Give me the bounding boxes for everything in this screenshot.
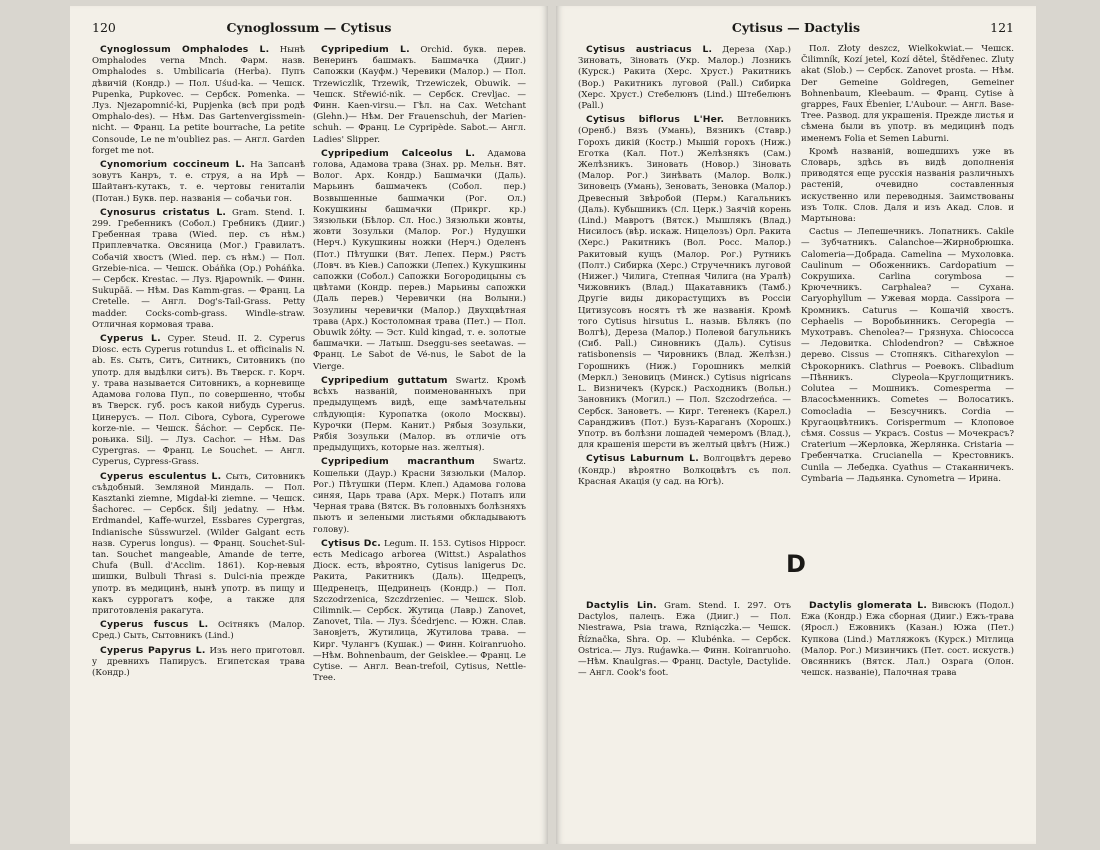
column (92, 44, 305, 686)
column (313, 44, 526, 686)
column (578, 44, 791, 490)
entry-headword: Cyperus L. (100, 333, 161, 345)
dictionary-entry (313, 375, 526, 454)
dictionary-entry (801, 44, 1014, 145)
entry-text: Кромѣ названій, вошедшихъ уже въ Словарь, здѣсь въ видѣ дополненія приводятся еще русскія названія различныхъ растеній, очевидно составленныя искуственно или переводныя. Заимствованы изъ Толк. Слов. Даля и изъ Акад. Слов. и Мартынова: (801, 146, 1014, 225)
entry-headword: Cypripedium Calceolus L. (321, 147, 476, 159)
entry-headword: Cytisus biflorus L'Her. (586, 114, 725, 126)
entry-headword: Cytisus Dc. (321, 537, 381, 549)
dictionary-entry (313, 538, 526, 685)
running-header (578, 20, 1014, 38)
entry-text: Нынѣ Omphalodes verna Mnch. Фарм. назв. Omphalodes s. Umbilicaria (Herba). Пупъ дѣвичій (Кондр.) — Пол. Uśud-ka. — Чешск. Pupenka, Pupkovec. — Сербск. Pomenka. — Луз. Njezapomnić-ki, Pupjenka (всѣ при родѣ Omphalo-des). — Нѣм. Das Gartenvergissmein-nicht. — Франц. La petite bourrache, La petite Consoude, Le ne m'oubliez pas. — Англ. Garden forget me not. (92, 45, 305, 156)
dictionary-entry (92, 159, 305, 205)
running-head-title: Cytisus — Dactylis (731, 20, 861, 35)
text-columns (92, 44, 526, 686)
entry-text: Волгоцвѣтъ дерево (Кондр.) вѣроятно Волкоцвѣтъ съ пол. Красная Акація (у сад. на Югѣ). (578, 454, 791, 487)
section-letter: D (786, 549, 806, 578)
running-head-title: Cynoglossum — Cytisus (226, 20, 392, 35)
entry-text: Cactus — Лепешечникъ. Лопатникъ. Cakile— Зубчатникъ. Calanchoe—Жирнобрюшка. Calomeria—Добрада. Camelina — Мухоловка. Caulinum — Обоженникъ. Cardopatium — Сокрушиха. Carlina corymbosa — Крючечникъ. Carphalea? — Сухана. Caryophyllum — Ужевая морда. Cassipora — Кромникъ. Caturus — Кошачій хвостъ. Cephaelis — Воробьинникъ. Ceropegia — Мухотравъ. Chenolea?— Грязнуха. Chiococca — Ледовитка. Chlodendron? — Свѣжное дерево. Cissus — Стопнякъ. Citharexylon — Сѣрокорникъ. Clathrus — Роевокъ. Clibadium—Пѣнникъ. Clypeola—Круглощитникъ. Colutea — Мошникъ. Comesperma — Власосѣменникъ. Cometes — Волосатикъ. Comocladia — Безсучникъ. Cordia — Кругаоцвѣтникъ. Corispermum — Клоповое сѣмя. Cossus — Украсъ. Costus — Мочекрасъ? Craterium —Жерловка, Жерлянка. Cristaria — Гребенчатка. Crucianella — Крестовникъ. Cunila — Лебедка. Cyathus — Стаканничекъ. Cymbaria — Ладьянка. Cynometra — Ирина. (801, 227, 1014, 484)
dictionary-entry (92, 333, 305, 468)
entry-headword: Cynoglossum Omphalodes L. (100, 44, 270, 55)
entry-text: Пол. Złoty deszcz, Wielkokwiat.— Чешск. Čilimník, Kozí jetel, Kozí dětel, Štědřenec. Zluty akat (Slob.) — Сербск. Zanovet prosta. — Нѣм. Der Gemeine Goldregen, Gemeiner Bohnenbaum, Kleebaum. — Франц. Cytise à grappes, Faux Ébenier, L'Aubour. — Англ. Base-Tree. Развод. для украшенія. Прежде листья и сѣмена были въ употр. въ медицинѣ подъ именемъ Folia et Semen Laburni. (801, 44, 1014, 144)
entry-text: Адамова голова, Адамова трава (Знах. рр. Мельн. Вят. Волог. Арх. Кондр.) Башмачки (Даль). Марьинъ башмачекъ (Собол. пер.) Возвышенные башмачки (Рог. Ол.) Кокушкины башмачки (Прикрг. кр.) Зязюльки (Бѣлор. Сл. Нос.) Зязюльки жовты, жовти Зозульки (Малор. Рог.) Нудушки (Нерч.) Кукушкины ножки (Нерч.) Оделенъ (Пот.) Пѣтушки (Вят. Лепех. Перм.) Рястъ (Ловч. въ Кіев.) Сапожки (Лепех.) Кукушкины сапожки (Собол.) Сапожки Богородицыны съ цвѣтами (Кондр. перев.) Марьины сапожки (Даль перев.) Черевички (на Волыни.) Зозулины черевички (Малор.) Двухцвѣтная трава (Арх.) Костоломная трава (Пет.) — Пол. Obuwik żółty. — Эст. Kuld kingad, т. е. золотые башмачки. — Латыш. Dseggu-ses seetawas. — Франц. Le Sabot de Vé-nus, le Sabot de la Vierge. (313, 148, 527, 372)
dictionary-entry (92, 44, 305, 157)
entry-text: Изъ него приготовл. у древнихъ Папирусъ. Египетская трава (Кондр.) (92, 645, 305, 678)
left-page (70, 6, 548, 844)
dictionary-entry (92, 471, 305, 618)
entry-headword: Cyperus Papyrus L. (100, 644, 206, 656)
entry-text: Cyper. Steud. II. 2. Cyperus Diosc. есть Cyperus rotundus L. et officinalis N. ab. Es. Сыть, Ситъ, Ситникъ, Ситовникъ (по употр. для выдѣлки ситъ). Въ Тверск. г. Корч. у. трава называется Ситовникъ, а корневище Адамова голова Пуп., по совершенно, чтобы въ Тверск. губ. росъ какой нибудь Cyperus. Цинерусъ. — Пол. Cibora, Cybora, Cyperowe korze-nie. — Чешск. Šáchor. — Сербск. Пе-роњика. Silj. — Луз. Cachor. — Нѣм. Das Cypergras. — Франц. Le Souchet. — Англ. Cyperus, Cypress-Grass. (92, 334, 306, 468)
entry-headword: Cytisus Laburnum L. (586, 453, 699, 465)
entry-text: Ветловникъ (Оренб.) Вязъ (Умань), Вязникъ (Ставр.) Горохъ дикій (Костр.) Мышій горохъ (Ниж.) Еготка (Кал. Пот.) Желѣзнякъ (Сам.) Желѣзникъ. Зиновать (Новор.) Зіновать (Малор. Рог.) Зинѣвать (Малор. Волк.) Зиновецъ (Умань), Зеновать, Зеновка (Малор.) Древесный Звѣробой (Перм.) Кагальникъ (Даль). Кубышникъ (Сл. Церк.) Заячій корень (Lind.) Мавротъ (Вятск.) Мышлякъ (Влад.) Нисилосъ (вѣр. искаж. Ницелозъ) Орл. Ракита (Херс.) Ракитникъ (Вол. Росс. Малор.) Ракитовый кущъ (Малор. Рог.) Рутникъ (Полт.) Сибирка (Херс.) Стручечникъ луговой (Нижег.) Чилига, Степная Чилига (на Уралѣ) Чижовникъ (Влад.) Щакатавникъ (Тамб.) Другіе виды дикорастущихъ въ Россіи Цитизусовъ носятъ тѣ же названія. Кромѣ того Cytisus hirsutus L. назыв. Бѣлякъ (по Волгѣ), Дереза (Малор.) Полевой багульникъ (Сиб. Pall.) Синовникъ (Даль). Cytisus ratisbonensis — Чировникъ (Влад. Желѣзн.) Горошникъ (Ниж.) Горошникъ мелкій (Меркл.) Зеновицъ (Минск.) Cytisus nigricans L. Визничекъ (Курск.) Расходникъ (Вольн.) Зановникъ (Могил.) — Пол. Szczodrzeńca. — Сербск. Зановетъ. — Кирг. Теrенекъ (Карел.) Сарандживъ (Пот.) Бузъ-Караганъ (Хорошх.) Употр. въ болѣзни лошадей чемеромъ (Влад.), для крашенія шерсти въ желтый цвѣтъ (Ниж.) (578, 115, 791, 451)
entry-headword: Cynomorium coccineum L. (100, 159, 246, 171)
dictionary-entry (578, 114, 791, 451)
dictionary-entry (578, 600, 791, 679)
entry-text: Вивсюкъ (Подол.) Ежа (Кондр.) Ежа сборная (Дииг.) Ежъ-трава (Яросл.) Ежовникъ (Казан.) Южа (Пет.) Купкова (Lind.) Матляжокъ (Курск.) Мітлица (Малор. Рог.) Мизинчикъ (Пет. сост. искуств.) Овсянникъ (Вятск. Лал.) Озрага (Олон. чешск. названіе), Палочная трава (801, 600, 1015, 679)
entry-headword: Dactylis glomerata L. (809, 599, 928, 611)
entry-text: Swartz. Кошельки (Даур.) Красни Зязюльки (Малор. Рог.) Пѣтушки (Перм. Клеп.) Адамова голова синяя, Царь трава (Арх. Мерк.) Потапъ или Черная трава (Вятск. Въ головныхъ болѣзняхъ пьютъ и зелеными листьями обкладываютъ голову). (313, 457, 526, 535)
entry-headword: Cynosurus cristatus L. (100, 206, 227, 218)
text-columns (578, 44, 1014, 490)
entry-text: Сыть, Ситовникъ съѣдобный. Земляной Миндаль. — Пол. Kasztanki ziemne, Migdał-ki ziemne. — Чешск. Šachorec. — Сербск. Šilj jedatny. — Нѣм. Erdmandel, Kaffe-wurzel, Essbares Cypergras, Indianische Süsswurzel. (Wilder Galgant есть назв. Cyperus longus). — Франц. Souchet-Sul-tan. Souchet mangeable, Amande de terre, Chufa (Bull. d'Acclim. 1861). Кор-невыя шишки, Bulbuli Thrasi s. Dulci-nia прежде употр. въ медицинѣ, нынѣ употр. въ пищу и какъ суррогатъ кофе, а также для приготовленія ракагута. (92, 471, 305, 616)
dictionary-entry (92, 619, 305, 642)
entry-headword: Cytisus austriacus L. (586, 44, 713, 55)
dictionary-entry (801, 227, 1014, 485)
page-number: 121 (990, 20, 1014, 35)
entry-headword: Cyperus esculentus L. (100, 470, 222, 482)
entry-text: На Запсанѣ зовутъ Канръ, т. е. струя, а на Ирѣ — Шайтанъ-кутакъ, т. е. чертовы гениталіи (Потан.) Букв. пер. названія — собачьи гон. (92, 160, 305, 204)
dictionary-entry (578, 453, 791, 488)
entry-text: Дереза (Хар.) Зиновать, Зіновать (Укр. Малор.) Лозникъ (Курск.) Ракита (Херс. Хруст.) Ракитникъ (Вор.) Ракитникъ луговой (Pall.) Сибирка (Херс. Хруст.) Стебелюнъ (Lind.) Штебелюнъ (Pall.) (578, 45, 791, 112)
entry-text: Swartz. Кромѣ всѣхъ названій, поименованныхъ при предыдущемъ видѣ, еще замѣчательны слѣдующія: Куропатка (около Москвы). Курочки (Перм. Канит.) Рябыя Зозульки, Рябія Зозульки (Малор. въ отличіе отъ предыдущихъ, которые наз. желтыя). (313, 375, 526, 454)
entry-text: Legum. II. 153. Cytisos Hippocr. есть Medicago arborea (Wittst.) Aspalathos Діоск. есть, вѣроятно, Cytisus lanigerus Dc. Ракита, Ракитникъ (Даль). Щедрецъ, Щедренецъ, Щедринецъ (Кондр.) — Пол. Szczodrzenica, Szczdrzeniec. — Чешск. Slob. Cilimnik.— Сербск. Жутица (Лавр.) Zanovet, Zanovet, Tila. — Луз. Šćedrjenc. — Южн. Слав. Зановјетъ, Жутилица, Жутилова трава. — Кирг. Чулангъ (Кушак.) — Финн. Koiranruoho.—Нѣм. Bohnenbaum, der Geisklee.— Франц. Le Cytise. — Англ. Bean-trefoil, Cytisus, Nettle-Tree. (313, 538, 526, 684)
dictionary-entry (92, 645, 305, 680)
dictionary-entry (313, 148, 526, 373)
entry-text: Gram. Stend. I. 299. Гребенникъ (Собол.) Гребникъ (Дииг.) Гребенная трава (Wied. пер. съ нѣм.) Приплевчатка. Овсяница (Мог.) Гравилатъ. Собачій хвостъ (Wied. пер. съ нѣм.) — Пол. Grzebie-nica. — Чешск. Obáňka (Op.) Poháňka.— Сербск. Krestac. — Луз. Rjapownik. — Финн. Sukupää. — Нѣм. Das Kamm-gras. — Франц. La Cretelle. — Англ. Dog's-Tail-Grass. Petty madder. Cocks-comb-grass. Windle-straw. Отличная кормовая трава. (92, 207, 305, 330)
running-header (92, 20, 526, 38)
column (801, 44, 1014, 490)
entry-headword: Cypripedium guttatum (321, 374, 448, 386)
entry-headword: Cyperus fuscus L. (100, 619, 209, 631)
dictionary-entry (313, 44, 526, 146)
entry-text: Orchid. букв. перев. Венеринъ башмакъ. Башмачка (Дииг.) Сапожки (Кауфм.) Черевики (Малор.) — Пол. Trzewiczlik, Trzewik, Trzewiczek, Obuwik. — Чешск. Střewić-nik. — Сербск. Crevljac. — Финн. Kaen-virsu.— Гѣл. на Сах. Wetchant (Glehn.)— Нѣм. Der Frauenschuh, der Marien-schuh. — Франц. Le Cypripède. Sabot.— Англ. Ladies' Slipper. (313, 45, 526, 145)
entry-headword: Cypripedium L. (321, 44, 410, 55)
entry-text: Осітнякъ (Малор. Сред.) Сыть, Сытовникъ (Lind.) (92, 620, 305, 642)
dictionary-entry (92, 207, 305, 331)
text-columns-after-letter (578, 600, 1014, 681)
dictionary-entry (578, 44, 791, 112)
entry-text: Gram. Stend. I. 297. Отъ Dactylos, палецъ. Ежа (Дииг.) — Пол. Niestrawa, Psia trawa, Rzniączka.— Чешск. Říznačka, Shra. Op. — Klubénka. — Сербск. Ostrica.— Луз. Ruǵawka.— Финн. Koiranruoho.—Нѣм. Knaulgras.— Франц. Dactyle, Dactylide. — Англ. Cook's foot. (578, 600, 791, 679)
dictionary-entry (801, 600, 1014, 679)
entry-headword: Cypripedium macranthum (321, 456, 475, 468)
column (801, 600, 1014, 681)
page-number: 120 (92, 20, 116, 35)
dictionary-entry (313, 456, 526, 535)
dictionary-entry (801, 147, 1014, 225)
right-page (556, 6, 1036, 844)
entry-headword: Dactylis Lin. (586, 599, 657, 611)
column (578, 600, 791, 681)
